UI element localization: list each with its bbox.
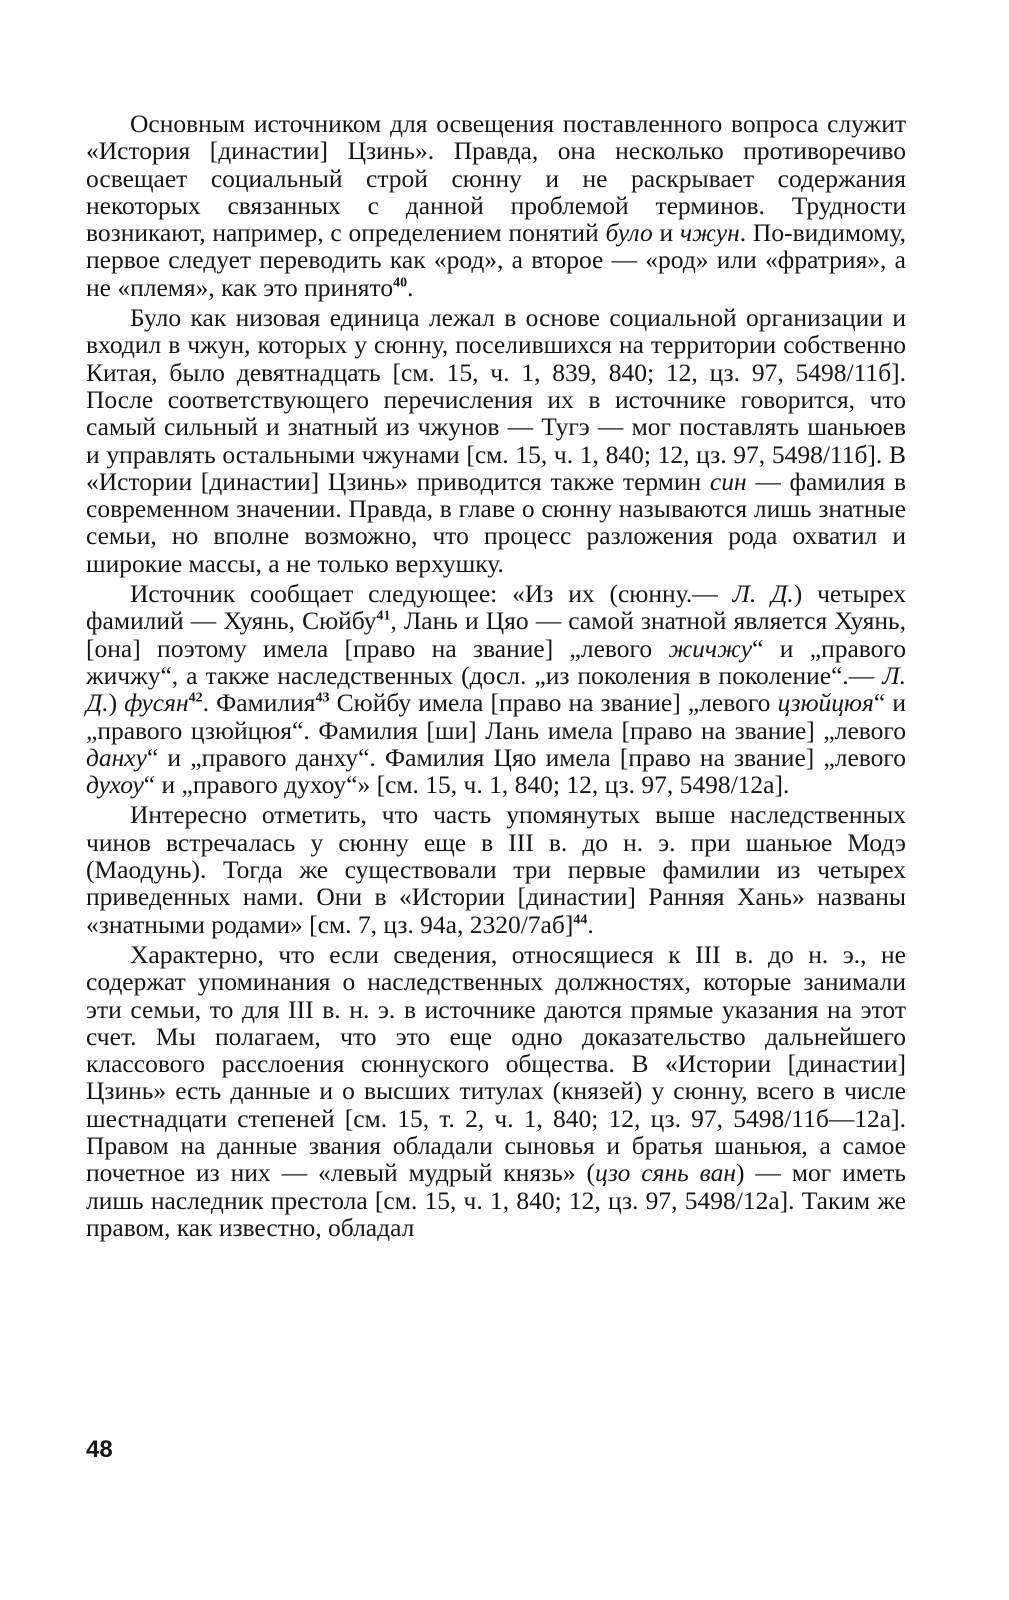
italic-term: син <box>709 466 747 496</box>
text-run: Основным источником для освещения поставленного вопроса служит «История [династии] Цзинь». Правда, она несколько противоречиво освещает социальный строй сюнну и не раскрывает содержания некоторых связанных с данной проблемой терминов. Трудности возникают, например, с определением понятий <box>86 109 906 248</box>
footnote-ref: 40 <box>393 275 408 291</box>
text-run: “ и „правого жичжу“, а также наследственных (досл. „из поколения в поколение“.— <box>86 633 906 690</box>
text-run: “ и „правого цзюйцюя“. Фамилия [ши] Лань имела [право на звание] „левого <box>86 688 906 745</box>
footnote-ref: 41 <box>376 608 391 624</box>
italic-term: жичжу <box>668 633 753 663</box>
italic-term: фусян <box>124 688 189 718</box>
footnote-ref: 44 <box>573 912 588 928</box>
text-run: Було как низовая единица лежал в основе социальной организации и входил в чжун, которых у сюнну, поселившихся на территории собственно Китая, было девятнадцать [см. 15, ч. 1, 839, 840; 12, цз. 97, 5498/11б]. После соответствующего перечисления их в источнике говорится, что самый сильный и знатный из чжунов — Тугэ — мог поставлять шаньюев и управлять остальными чжунами [см. 15, ч. 1, 840; 12, цз. 97, 5498/11б]. В «Истории [династии] Цзинь» приводится также термин <box>86 303 906 496</box>
paragraph <box>86 110 906 301</box>
text-run: Сюйбу имела [право на звание] „левого <box>329 688 778 718</box>
footnote-ref: 42 <box>188 690 203 706</box>
text-run: ) четырех фамилий — Хуянь, Сюйбу <box>86 579 906 636</box>
text-run: Интересно отметить, что часть упомянутых выше наследственных чинов встречалась у сюнну еще в III в. до н. э. при шаньюе Модэ (Маодунь). Тогда же существовали три первые фамилии из четырех приведенных нами. Они в «Истории [династии] Ранняя Хань» названы «знатными родами» [см. 7, цз. 94а, 2320/7аб] <box>86 800 906 939</box>
text-run: — фамилия в современном значении. Правда, в главе о сюнну называются лишь знатные семьи, но вполне возможно, что процесс разложения рода охватил и широкие массы, а не только верхушку. <box>86 466 906 578</box>
text-run: “ и „правого духоу“» [см. 15, ч. 1, 840; 12, цз. 97, 5498/12а]. <box>143 770 790 800</box>
paragraph <box>86 941 906 1241</box>
text-run: Источник сообщает следующее: «Из их (сюнну.— <box>130 579 733 609</box>
text-run: . <box>407 272 414 302</box>
paragraph <box>86 304 906 577</box>
body-text <box>86 110 906 1244</box>
text-run: . По-видимому, первое следует переводить как «род», а второе — «род» или «фратрия», а не «племя», как это принято <box>86 218 907 302</box>
italic-term: данху <box>86 742 147 772</box>
italic-term: чжун <box>679 218 740 248</box>
paragraph <box>86 580 906 798</box>
page-number: 48 <box>86 1436 113 1463</box>
italic-term: цзо сянь ван <box>594 1158 736 1188</box>
text-run: ) <box>108 688 125 718</box>
text-run: ) — мог иметь лишь наследник престола [см. 15, ч. 1, 840; 12, цз. 97, 5498/12а]. Таким же правом, как известно, обладал <box>86 1158 906 1242</box>
footnote-ref: 43 <box>315 690 330 706</box>
paragraph <box>86 801 906 937</box>
text-run: , Лань и Цяо — самой знатной является Хуянь, [она] поэтому имела [право на звание] „левого <box>86 606 906 663</box>
italic-term: було <box>605 218 653 248</box>
text-run: . Фамилия <box>202 688 316 718</box>
text-run: . <box>587 909 594 939</box>
italic-term: цзюйцюя <box>777 688 874 718</box>
text-run: Характерно, что если сведения, относящиеся к III в. до н. э., не содержат упоминания о наследственных должностях, которые занимали эти семьи, то для III в. н. э. в источнике даются прямые указания на этот счет. Мы полагаем, что это еще одно доказательство дальнейшего классового расслоения сюннуского общества. В «Истории [династии] Цзинь» есть данные и о высших титулах (князей) у сюнну, всего в числе шестнадцати степеней [см. 15, т. 2, ч. 1, 840; 12, цз. 97, 5498/11б—12а]. Правом на данные звания обладали сыновья и братья шаньюя, а самое почетное из них — «левый мудрый князь» ( <box>86 939 906 1188</box>
text-run: “ и „правого данху“. Фамилия Цяо имела [право на звание] „левого <box>146 742 906 772</box>
text-run: и <box>652 218 680 248</box>
italic-term: духоу <box>86 770 144 800</box>
italic-term: Л. Д. <box>732 579 794 609</box>
italic-term: Л. Д. <box>86 660 906 718</box>
